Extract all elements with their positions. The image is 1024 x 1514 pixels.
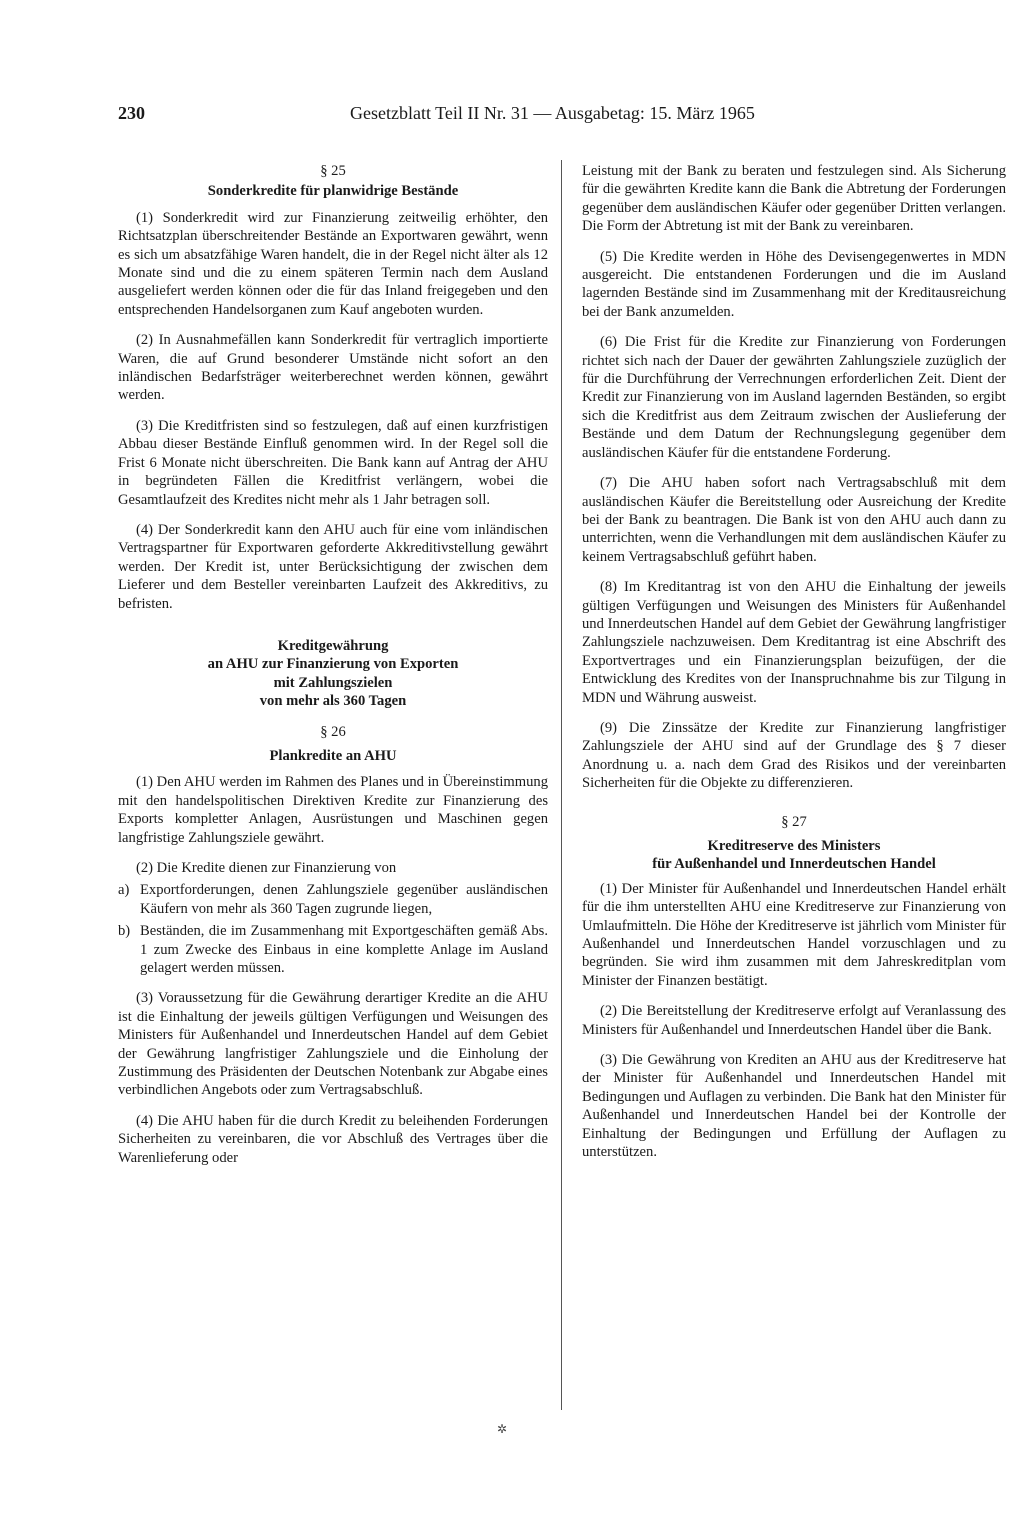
paragraph: (6) Die Frist für die Kredite zur Finanzierung von Forderungen richtet sich nach der Dauer der gewährten Zahlungsziele zuzüglich der für die Durchführung der Verrechnungen erforderlichen Zeit. Dient der Kredit zur Finanzierung von im Ausland lagernden Beständen, so ergibt sich die Kreditfrist aus dem Zeitraum zwischen der Auslieferung der Bestände und dem Datum der Rechnungslegung gegenüber dem ausländischen Käufer für die entstandene Forderung. (582, 334, 1006, 461)
paragraph: (8) Im Kreditantrag ist von den AHU die Einhaltung der jeweils gültigen Verfügungen und Weisungen des Ministers für Außenhandel und Innerdeutschen Handel auf dem Gebiet der Gewährung langfristiger Zahlungsziele nachzuweisen. Dem Kreditantrag ist eine Abschrift des Exportvertrages und ein Finanzierungsplan beizufügen, der die Entwicklung des Kredites von der Inanspruchnahme bis zur Tilgung in MDN und Währung ausweist. (582, 579, 1006, 706)
page-number: 230 (118, 103, 145, 123)
section-title: für Außenhandel und Innerdeutschen Handel (652, 856, 936, 873)
column-divider (561, 160, 562, 1410)
paragraph: (7) Die AHU haben sofort nach Vertragsabschluß mit dem ausländischen Käufer die Bereitstellung oder Ausreichung der Kredite bei der Bank zu beantragen. Die Bank ist von den AHU auch dann zu unterrichten, wenn die Verhandlungen mit dem ausländischen Käufer zu keinem Vertragsabschluß geführt haben. (582, 475, 1006, 565)
page-header (118, 103, 794, 129)
paragraph: (2) In Ausnahmefällen kann Sonderkredit für vertraglich importierte Waren, die auf Grund besonderer Umstände nicht sofort an den inländischen Bedarfsträger weiterberechnet werden können, gewährt werden. (118, 332, 548, 404)
part-heading-line: Kreditgewährung (277, 637, 389, 654)
part-heading (118, 637, 548, 711)
list-item (118, 881, 548, 918)
left-column (118, 162, 548, 1167)
paragraph: (1) Sonderkredit wird zur Finanzierung zeitweilig erhöhter, den Richtsatzplan überschreitender Bestände an Exportwaren gewährt, wenn es sich um absatzfähige Waren handelt, die in der Regel nicht älter als 12 Monate sind und die zu einem späteren Termin nach dem Ausland ausgeliefert werden können oder die für das Inland freigegeben und den entsprechenden Handelsorganen zum Kauf angeboten wurden. (118, 209, 548, 318)
paragraph: (2) Die Bereitstellung der Kreditreserve erfolgt auf Veranlassung des Ministers für Außenhandel und Innerdeutschen Handel über die Bank. (582, 1003, 1006, 1038)
section-title: Sonderkredite für planwidrige Bestände (207, 183, 459, 200)
paragraph: (9) Die Zinssätze der Kredite zur Finanzierung langfristiger Zahlungsziele der AHU sind auf der Grundlage des § 7 dieser Anordnung u. a. nach dem Grad des Risikos und der vereinbarten Sicherheiten für die Objekte zu differenzieren. (582, 719, 1006, 792)
part-heading-line: von mehr als 360 Tagen (259, 693, 407, 710)
part-heading-line: an AHU zur Finanzierung von Exporten (207, 656, 459, 673)
right-column (582, 162, 1006, 1162)
paragraph: (5) Die Kredite werden in Höhe des Devisengegenwertes in MDN ausgereicht. Die entstandenen Forderungen und die im Ausland lagernden Bestände sind im Zusammenhang mit der Kreditausreichung bei der Bank anzumelden. (582, 248, 1006, 320)
list-item (118, 922, 548, 977)
paragraph: (4) Der Sonderkredit kann den AHU auch für eine vom inländischen Vertragspartner für Exportwaren geforderte Akkreditivstellung gewährt werden. Der Kredit ist, unter Berücksichtigung der zwischen dem Lieferer und dem Besteller vereinbarten Laufzeit des Akkreditivs, zu befristen. (118, 521, 548, 612)
part-heading-line: mit Zahlungszielen (273, 674, 393, 691)
print-mark-icon: ✲ (497, 1422, 508, 1436)
list-text: Beständen, die im Zusammenhang mit Exportgeschäften gemäß Abs. 1 zum Zwecke des Einbaus in eine komplette Anlage im Ausland gelagert werden müssen. (140, 923, 548, 977)
section-title: Kreditreserve des Ministers (707, 838, 881, 854)
paragraph: (3) Die Kreditfristen sind so festzulegen, daß auf einen kurzfristigen Abbau dieser Bestände Einfluß genommen wird. In der Regel soll die Frist 6 Monate nicht überschreiten. Die Bank kann auf Antrag der AHU in begründeten Fällen die Kreditfrist verlängern, wobei die Gesamtlaufzeit des Kredites nicht mehr als 1 Jahr betragen soll. (118, 417, 548, 508)
list-text: Exportforderungen, denen Zahlungsziele gegenüber ausländischen Käufern von mehr als 360 Tagen zugrunde liegen, (140, 882, 548, 917)
paragraph: (4) Die AHU haben für die durch Kredit zu beleihenden Forderungen Sicherheiten zu vereinbaren, die vor Abschluß des Vertrages über die Warenlieferung oder (118, 1112, 548, 1166)
paragraph-continued: Leistung mit der Bank zu beraten und festzulegen sind. Als Sicherung für die gewährten Kredite kann die Bank die Abtretung der Forderungen gegenüber dem ausländischen Käufer oder gegenüber Dritten verlangen. Die Form der Abtretung ist mit der Bank zu vereinbaren. (582, 163, 1006, 235)
paragraph: (1) Der Minister für Außenhandel und Innerdeutschen Handel erhält für die ihm unterstellten AHU eine Kreditreserve zur Finanzierung von Umlaufmitteln. Die Höhe der Kreditreserve ist jährlich vom Minister für Außenhandel und Innerdeutschen Handel vorzuschlagen und zu begründen. Sie wird ihm zusammen mit dem Jahreskreditplan vom Minister der Finanzen bestätigt. (582, 880, 1006, 989)
list-marker: b) (118, 923, 131, 940)
paragraph: (1) Den AHU werden im Rahmen des Planes und in Übereinstimmung mit den handelspolitischen Direktiven Kredite zur Finanzierung des Exports kompletter Anlagen, Ausrüstungen und Maschinen gegen langfristige Zahlungsziele gewährt. (118, 774, 548, 846)
section-number: § 27 (781, 813, 807, 830)
section-number: § 25 (320, 163, 346, 179)
paragraph: (3) Voraussetzung für die Gewährung derartiger Kredite an die AHU ist die Einhaltung der jeweils gültigen Verfügungen und Weisungen des Ministers für Außenhandel und Innerdeutschen Handel auf dem Gebiet der Gewährung langfristiger Zahlungsziele und die Einholung der Zustimmung des Präsidenten der Deutschen Notenbank zur Abgabe eines verbindlichen Angebots oder zum Vertragsabschluß. (118, 990, 548, 1099)
paragraph: (3) Die Gewährung von Krediten an AHU aus der Kreditreserve hat der Minister für Außenhandel und Innerdeutschen Handel mit Bedingungen und Auflagen zu verbinden. Die Bank hat den Minister für Außenhandel und Innerdeutschen Handel bei der Kontrolle der Einhaltung der Bedingungen und Erfüllung der Auflagen zu unterstützen. (582, 1052, 1006, 1161)
section-number: § 26 (320, 723, 346, 740)
gazette-title: Gesetzblatt Teil II Nr. 31 — Ausgabetag: 15. März 1965 (350, 103, 755, 123)
paragraph: (2) Die Kredite dienen zur Finanzierung von (136, 860, 397, 876)
list-marker: a) (118, 882, 130, 899)
section-title: Plankredite an AHU (269, 747, 397, 764)
